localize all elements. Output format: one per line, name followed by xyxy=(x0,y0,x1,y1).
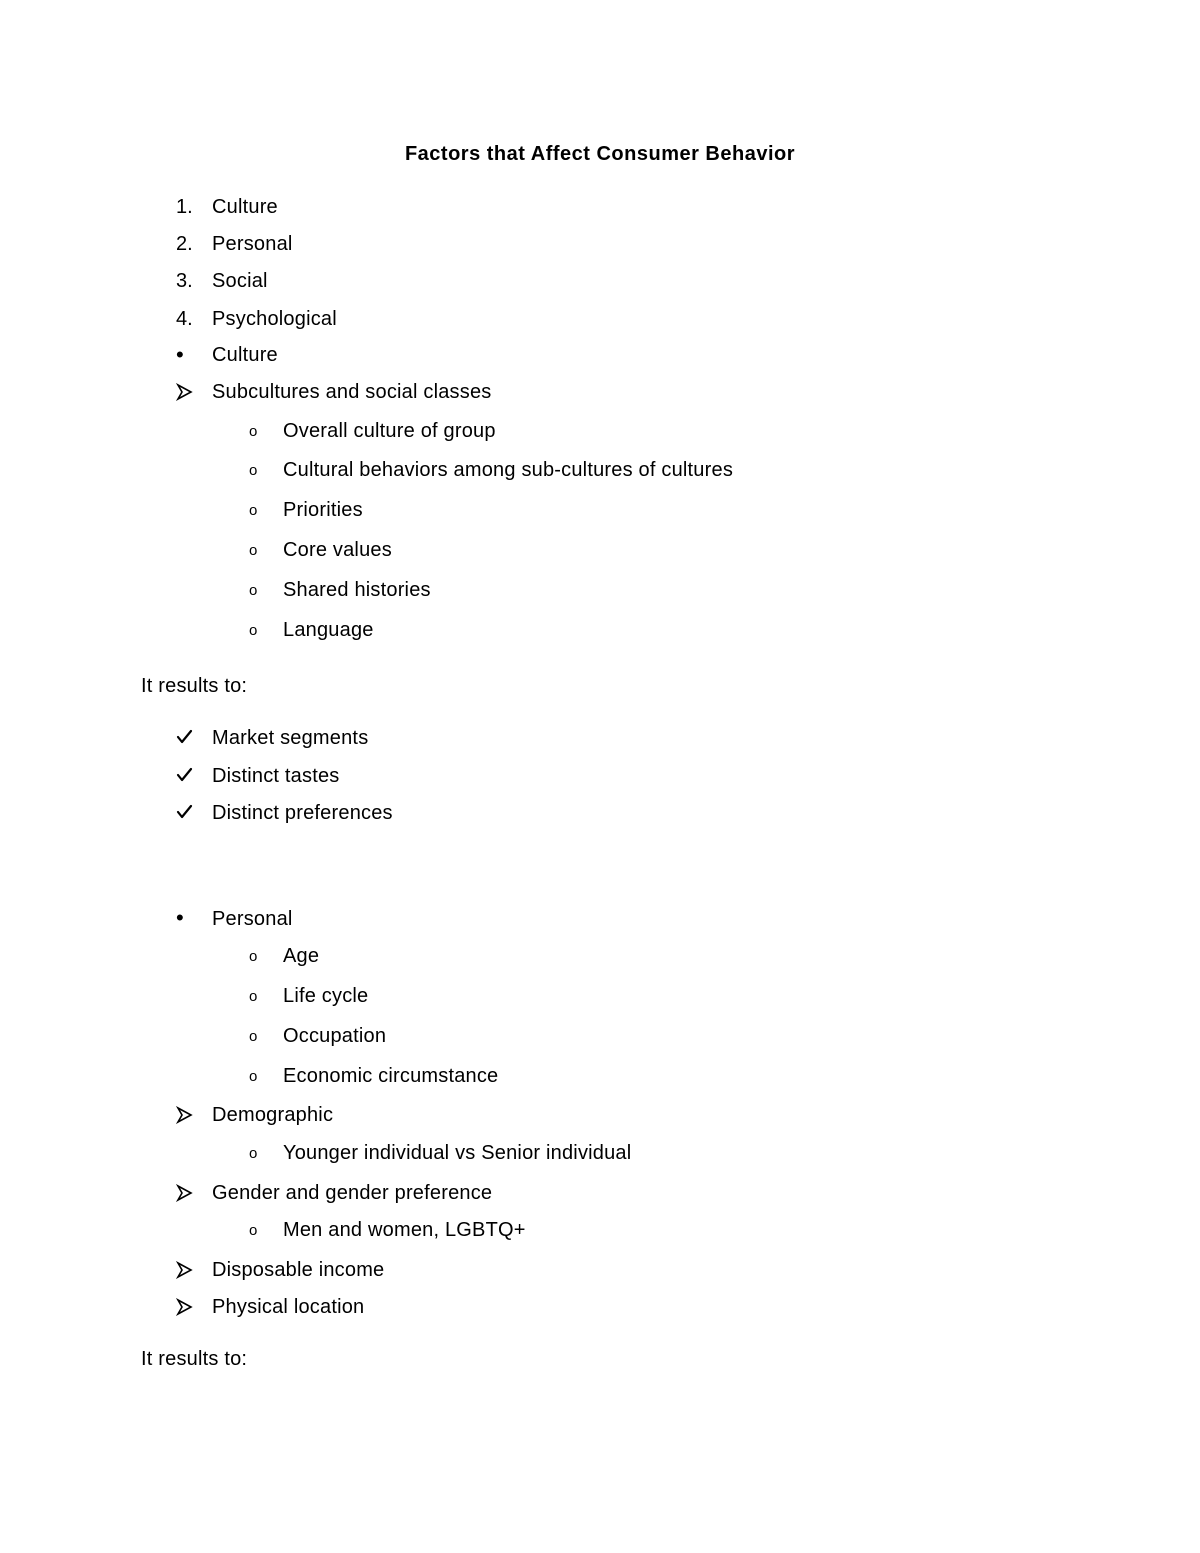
results-item-text: Market segments xyxy=(212,727,369,749)
checkmark-icon xyxy=(176,762,193,788)
sub-item-text: Priorities xyxy=(283,499,363,521)
circle-bullet-icon: o xyxy=(249,502,258,519)
circle-bullet-icon: o xyxy=(249,542,258,559)
results-item-text: Distinct tastes xyxy=(212,765,340,787)
arrow-bullet-icon xyxy=(176,379,193,405)
list-item-text: Psychological xyxy=(212,308,337,330)
circle-bullet-icon: o xyxy=(249,462,258,479)
list-number: 2. xyxy=(176,233,193,255)
list-item-text: Personal xyxy=(212,233,293,255)
circle-bullet-icon: o xyxy=(249,1145,258,1162)
sub-item-text: Cultural behaviors among sub-cultures of cultures xyxy=(283,459,734,481)
results-item-text: Distinct preferences xyxy=(212,802,393,824)
checkmark-icon xyxy=(176,724,193,750)
list-number: 4. xyxy=(176,308,193,330)
arrow-item-text: Gender and gender preference xyxy=(212,1182,493,1204)
arrow-bullet-icon xyxy=(176,1294,193,1320)
arrow-bullet-icon xyxy=(176,1257,193,1283)
list-number: 3. xyxy=(176,270,193,292)
checkmark-icon xyxy=(176,799,193,825)
list-item-text: Culture xyxy=(212,196,278,218)
sub-item-text: Life cycle xyxy=(283,985,369,1007)
sub-item-text: Economic circumstance xyxy=(283,1065,499,1087)
arrow-item-text: Physical location xyxy=(212,1296,365,1318)
page-title: Factors that Affect Consumer Behavior xyxy=(404,143,796,165)
circle-bullet-icon: o xyxy=(249,582,258,599)
sub-item-text: Shared histories xyxy=(283,579,431,601)
sub-item-text: Younger individual vs Senior individual xyxy=(283,1142,632,1164)
sub-item-text: Core values xyxy=(283,539,392,561)
sub-item-text: Age xyxy=(283,945,320,967)
circle-bullet-icon: o xyxy=(249,988,258,1005)
bullet-icon: • xyxy=(176,342,184,367)
sub-item-text: Men and women, LGBTQ+ xyxy=(283,1219,526,1241)
bullet-text: Personal xyxy=(212,908,293,930)
results-label: It results to: xyxy=(141,675,248,697)
circle-bullet-icon: o xyxy=(249,1068,258,1085)
bullet-text: Culture xyxy=(212,344,278,366)
sub-item-text: Overall culture of group xyxy=(283,420,496,442)
arrow-item-text: Demographic xyxy=(212,1104,334,1126)
circle-bullet-icon: o xyxy=(249,423,258,440)
bullet-icon: • xyxy=(176,905,184,930)
circle-bullet-icon: o xyxy=(249,622,258,639)
sub-item-text: Language xyxy=(283,619,374,641)
arrow-item-text: Disposable income xyxy=(212,1259,385,1281)
arrow-bullet-icon xyxy=(176,1180,193,1206)
list-number: 1. xyxy=(176,196,193,218)
circle-bullet-icon: o xyxy=(249,948,258,965)
list-item-text: Social xyxy=(212,270,268,292)
arrow-bullet-icon xyxy=(176,1102,193,1128)
circle-bullet-icon: o xyxy=(249,1028,258,1045)
arrow-item-text: Subcultures and social classes xyxy=(212,381,492,403)
sub-item-text: Occupation xyxy=(283,1025,387,1047)
circle-bullet-icon: o xyxy=(249,1222,258,1239)
results-label: It results to: xyxy=(141,1348,248,1370)
